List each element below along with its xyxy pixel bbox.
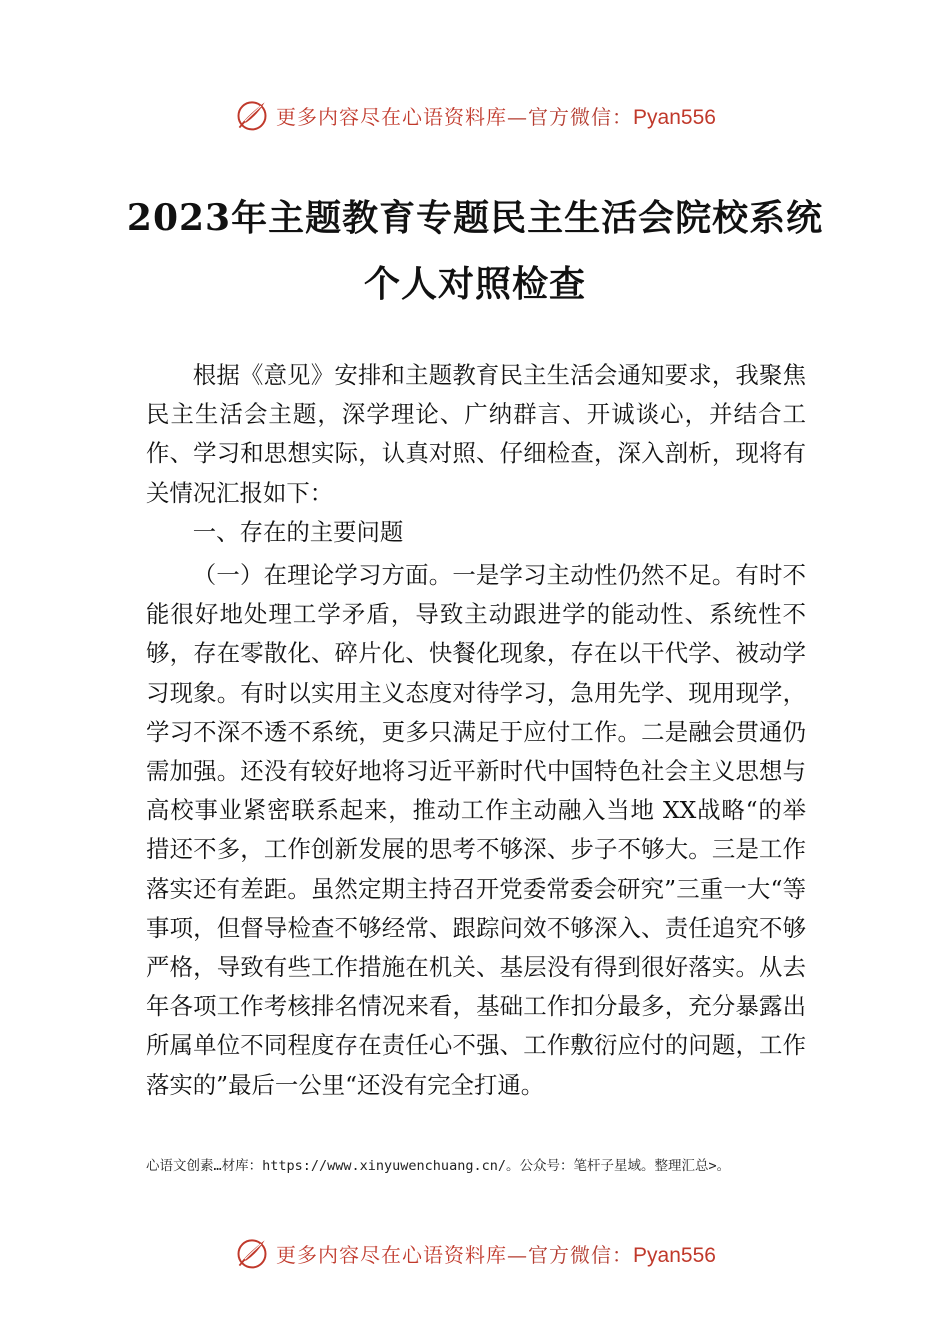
body-paragraph: （一）在理论学习方面。一是学习主动性仍然不足。有时不能很好地处理工学矛盾，导致主动跟进学的能动性、系统性不够，存在零散化、碎片化、快餐化现象，存在以干代学、被动学习现象。有时以实用主义态度对待学习，急用先学、现用现学，学习不深不透不系统，更多只满足于应付工作。二是融会贯通仍需加强。还没有较好地将习近平新时代中国特色社会主义思想与高校事业紧密联系起来，推动工作主动融入当地 XX战略“的举措还不多，工作创新发展的思考不够深、步子不够大。三是工作落实还有差距。虽然定期主持召开党委常委会研究”三重一大“等事项，但督导检查不够经常、跟踪问效不够深入、责任追究不够严格，导致有些工作措施在机关、基层没有得到很好落实。从去年各项工作考核排名情况来看，基础工作扣分最多，充分暴露出所属单位不同程度存在责任心不强、工作敷衍应付的问题，工作落实的”最后一公里“还没有完全打通。 [146,561,806,1099]
banner-main: 更多内容尽在心语资料库 [276,1242,508,1267]
banner-wechat-label: 官方微信： [528,1242,634,1267]
banner-wechat-label: 官方微信： [528,104,634,129]
footer-banner [0,1228,950,1278]
quill-pen-logo-icon [234,97,270,133]
banner-text [276,1239,716,1268]
source-footnote: 心语文创素…材库：https://www.xinyuwenchuang.cn/。公众号：笔杆子星域。整理汇总>。 [146,1158,731,1174]
section-heading: 一、存在的主要问题 [192,517,404,546]
banner-dash: — [507,1242,529,1267]
banner-dash: — [507,104,529,129]
banner-text [276,101,716,130]
page-title-line2: 个人对照检查 [363,263,586,305]
banner-main: 更多内容尽在心语资料库 [276,104,508,129]
banner-wechat-id: Pyan556 [633,105,716,129]
header-banner [0,90,950,140]
document-body [146,356,806,1105]
banner-wechat-id: Pyan556 [633,1243,716,1267]
page-title-line1: 2023年主题教育专题民主生活会院校系统 [126,197,824,239]
intro-paragraph: 根据《意见》安排和主题教育民主生活会通知要求，我聚焦民主生活会主题，深学理论、广纳群言、开诚谈心，并结合工作、学习和思想实际，认真对照、仔细检查，深入剖析，现将有关情况汇报如下： [146,361,806,507]
quill-pen-logo-icon [234,1235,270,1271]
